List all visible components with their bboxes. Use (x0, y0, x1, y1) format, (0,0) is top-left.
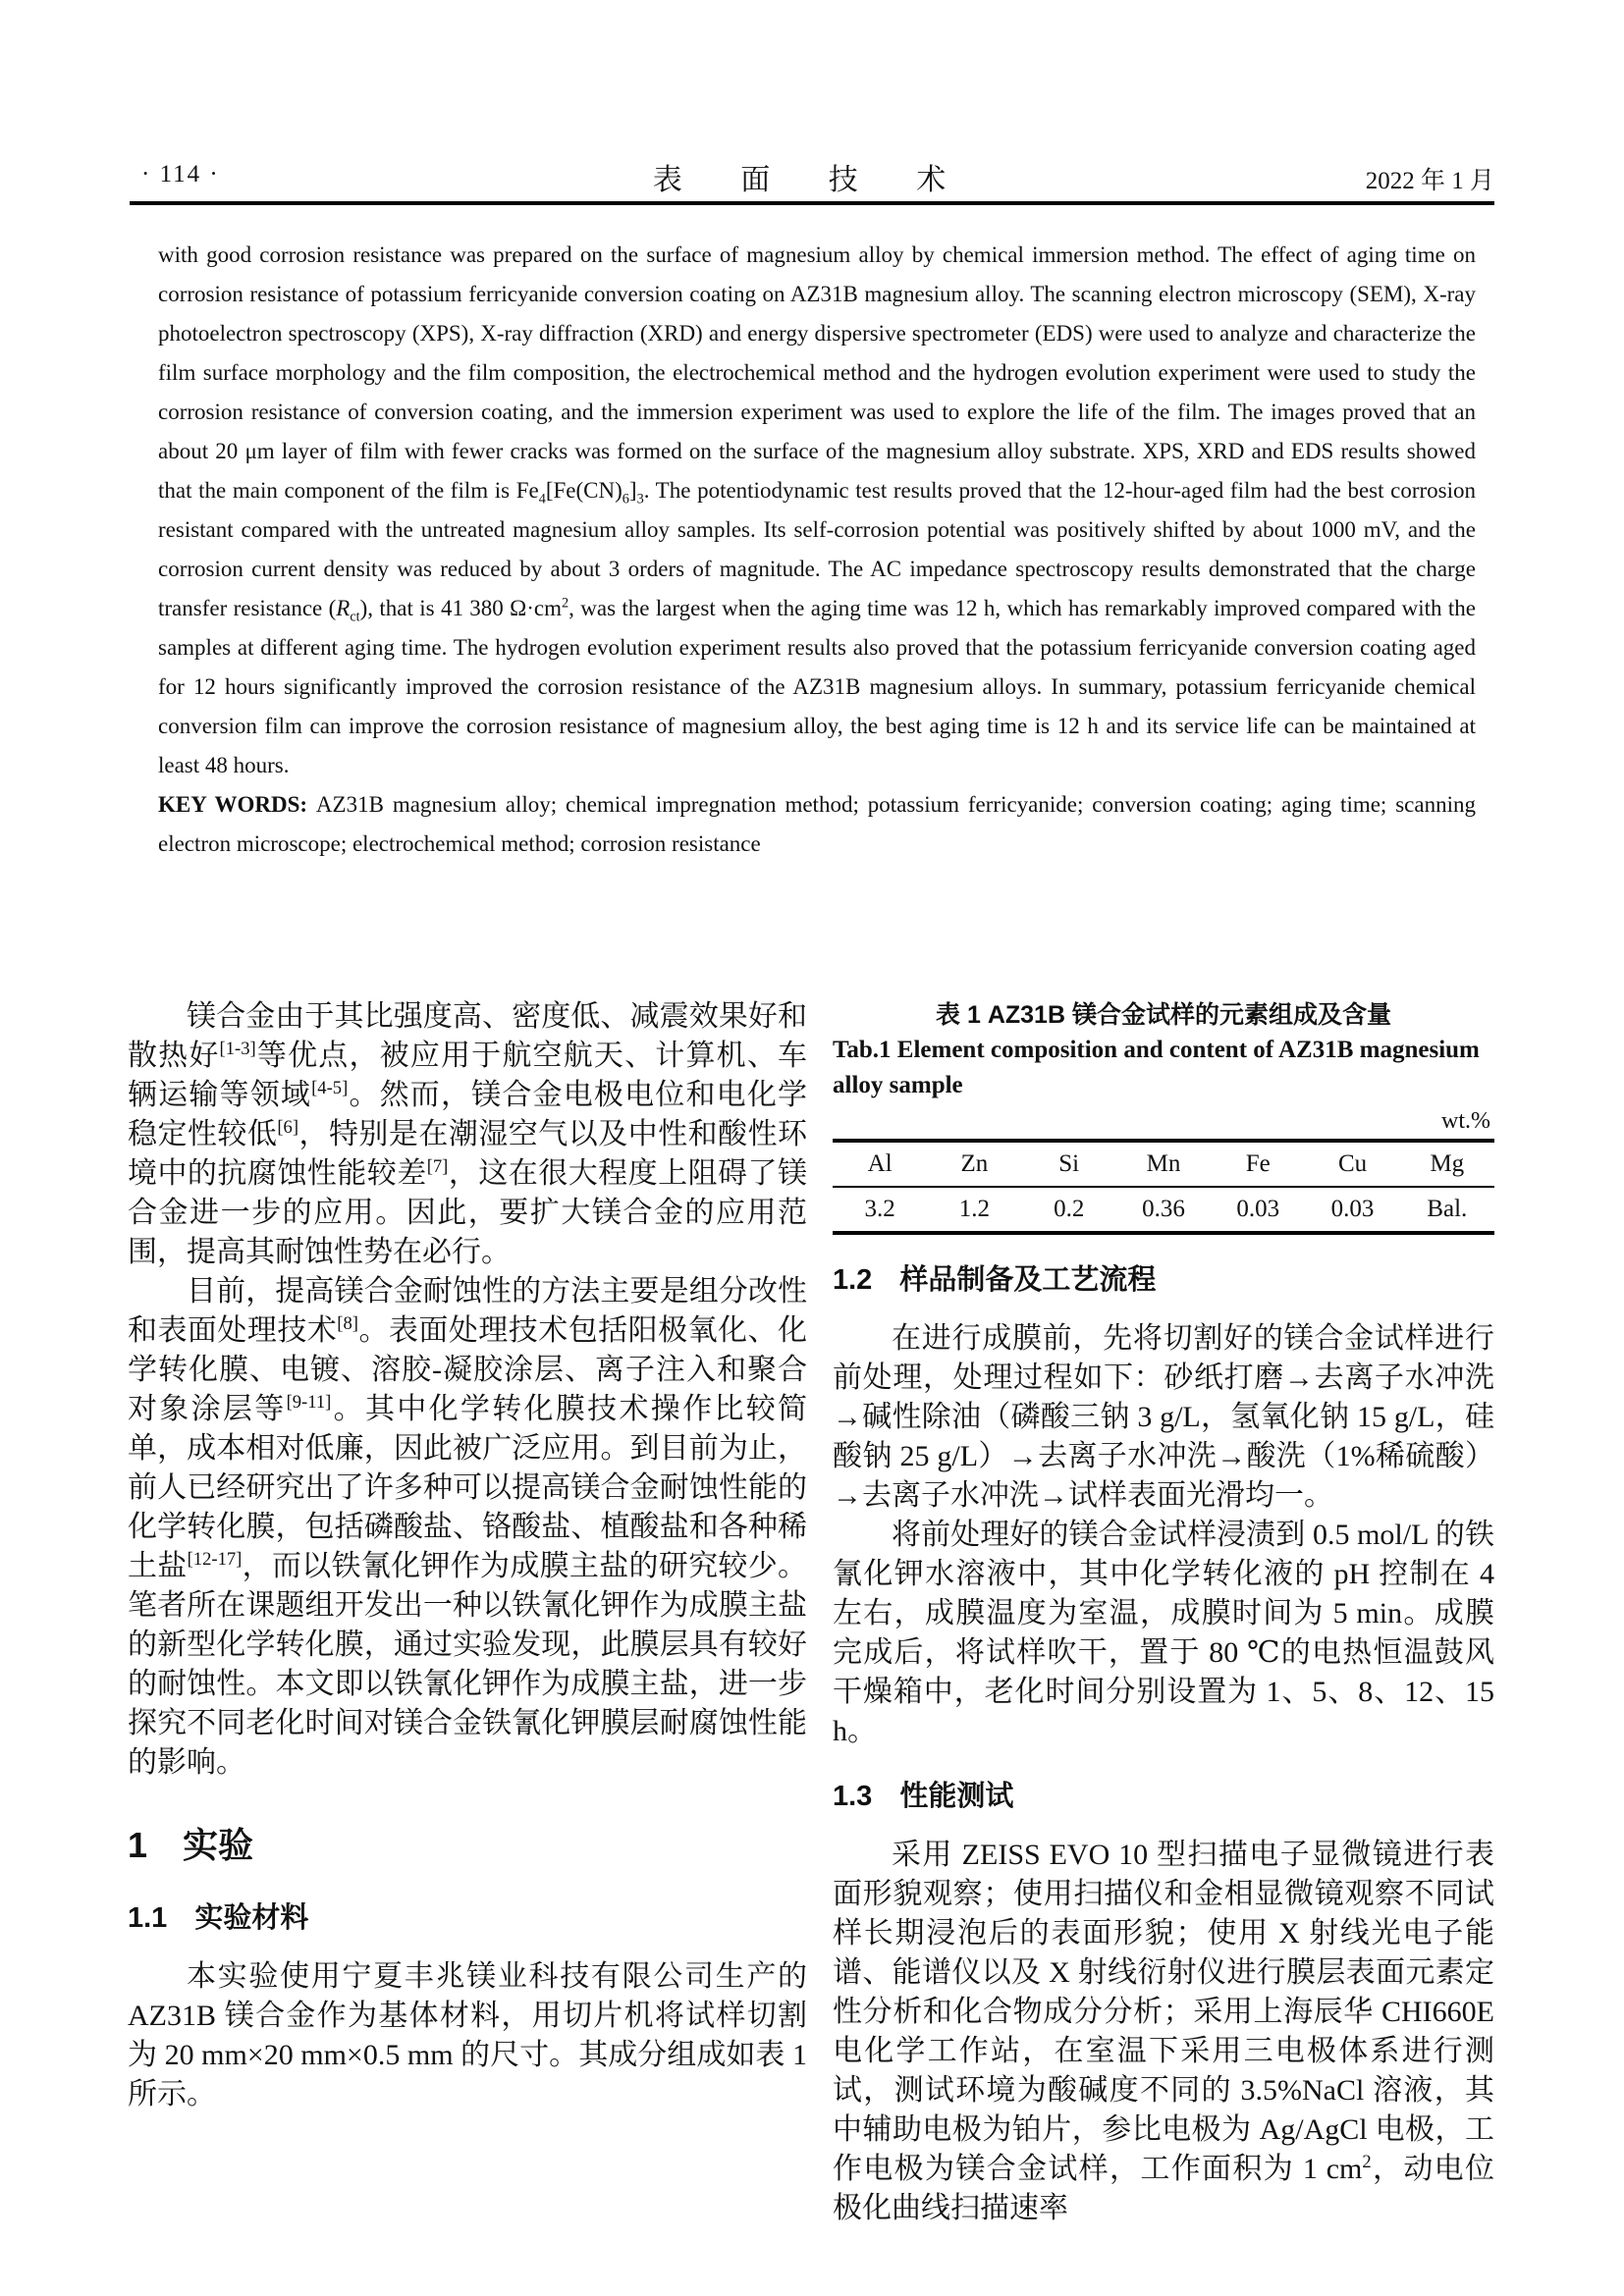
running-head (130, 155, 1494, 196)
table-cell: Zn (960, 1150, 989, 1177)
section-number: 1 (128, 1825, 148, 1865)
section-1-2-heading (833, 1260, 1494, 1300)
section-title: 实验材料 (194, 1902, 309, 1934)
keywords-line: KEY WORDS: AZ31B magnesium alloy; chemical impregnation method; potassium ferricyanide; conversion coating; aging time; scanning electron microscope; electrochemical method; corrosion resistance (158, 792, 1476, 856)
right-column (833, 997, 1494, 2228)
materials-paragraph: 本实验使用宁夏丰兆镁业科技有限公司生产的 AZ31B 镁合金作为基体材料，用切片机将试样切割为 20 mm×20 mm×0.5 mm 的尺寸。其成分组成如表 1 所示。 (128, 1960, 807, 2110)
table1 (833, 1139, 1494, 1235)
table-cell: 0.03 (1236, 1196, 1280, 1222)
table-cell: Mn (1146, 1150, 1181, 1177)
preparation-paragraph-2: 将前处理好的镁合金试样浸渍到 0.5 mol/L 的铁氰化钾水溶液中，其中化学转化液的 pH 控制在 4 左右，成膜温度为室温，成膜时间为 5 min。成膜完成后，将试样吹干，置于 80 ℃的电热恒温鼓风干燥箱中，老化时间分别设置为 1、5、8、12、15 h。 (833, 1519, 1494, 1747)
table-cell: Cu (1337, 1150, 1368, 1177)
left-column (128, 997, 807, 2114)
table1-caption-en: Tab.1 Element composition and content of AZ31B magnesium alloy sample (833, 1037, 1480, 1098)
issue-date: 2022 年 1 月 (1365, 168, 1494, 194)
table1-value-row (833, 1188, 1494, 1231)
table1-header-row (833, 1143, 1494, 1188)
intro-paragraph-1: 镁合金由于其比强度高、密度低、减震效果好和散热好[1-3]等优点，被应用于航空航天、计算机、车辆运输等领域[4-5]。然而，镁合金电极电位和电化学稳定性较低[6]，特别是在潮湿空气以及中性和酸性环境中的抗腐蚀性能较差[7]，这在很大程度上阻碍了镁合金进一步的应用。因此，要扩大镁合金的应用范围，提高其耐蚀性势在必行。 (128, 1000, 807, 1268)
section-title: 性能测试 (899, 1781, 1014, 1812)
table1-caption-cn: 表 1 AZ31B 镁合金试样的元素组成及含量 (936, 1001, 1391, 1029)
section-title: 实验 (183, 1825, 254, 1865)
table-cell: Si (1058, 1150, 1080, 1177)
section-number: 1.1 (128, 1902, 168, 1934)
section-title: 样品制备及工艺流程 (899, 1264, 1157, 1296)
table-cell: 3.2 (864, 1196, 895, 1222)
section-1-3-heading (833, 1777, 1494, 1816)
section-number: 1.3 (833, 1781, 873, 1812)
abstract-block (158, 236, 1476, 864)
page-number: · 114 · (141, 161, 220, 187)
table1-unit: wt.% (1441, 1108, 1490, 1134)
intro-paragraph-2: 目前，提高镁合金耐蚀性的方法主要是组分改性和表面处理技术[8]。表面处理技术包括阳极氧化、化学转化膜、电镀、溶胶-凝胶涂层、离子注入和聚合对象涂层等[9-11]。其中化学转化膜技术操作比较简单，成本相对低廉，因此被广泛应用。到目前为止，前人已经研究出了许多种可以提高镁合金耐蚀性能的化学转化膜，包括磷酸盐、铬酸盐、植酸盐和各种稀土盐[12-17]，而以铁氰化钾作为成膜主盐的研究较少。笔者所在课题组开发出一种以铁氰化钾作为成膜主盐的新型化学转化膜，通过实验发现，此膜层具有较好的耐蚀性。本文即以铁氰化钾作为成膜主盐，进一步探究不同老化时间对镁合金铁氰化钾膜层耐腐蚀性能的影响。 (128, 1275, 808, 1779)
section-1-1-heading (128, 1898, 807, 1938)
table-cell: 1.2 (958, 1196, 991, 1222)
header-rule (130, 201, 1494, 205)
preparation-paragraph-1: 在进行成膜前，先将切割好的镁合金试样进行前处理，处理过程如下：砂纸打磨→去离子水冲洗→碱性除油（磷酸三钠 3 g/L，氢氧化钠 15 g/L，硅酸钠 25 g/L）→去离子水冲洗→酸洗（1%稀硫酸）→去离子水冲洗→试样表面光滑均一。 (833, 1322, 1494, 1512)
table-cell: Fe (1245, 1150, 1271, 1177)
section-number: 1.2 (833, 1264, 873, 1296)
table-cell: Bal. (1427, 1196, 1468, 1222)
table-cell: Mg (1430, 1150, 1465, 1177)
journal-title: 表 面 技 术 (652, 164, 972, 196)
table-cell: Al (867, 1150, 893, 1177)
table-cell: 0.36 (1142, 1196, 1185, 1222)
section-1-heading (128, 1822, 807, 1869)
testing-paragraph: 采用 ZEISS EVO 10 型扫描电子显微镜进行表面形貌观察；使用扫描仪和金相显微镜观察不同试样长期浸泡后的表面形貌；使用 X 射线光电子能谱、能谱仪以及 X 射线衍射仪进行膜层表面元素定性分析和化合物成分分析；采用上海辰华 CHI660E 电化学工作站，在室温下采用三电极体系进行测试，测试环境为酸碱度不同的 3.5%NaCl 溶液，其中辅助电极为铂片，参比电极为 Ag/AgCl 电极，工作电极为镁合金试样，工作面积为 1 $cm^2$，动电位极化曲线扫描速率 (833, 1839, 1494, 2224)
table-cell: 0.2 (1054, 1196, 1085, 1222)
table-cell: 0.03 (1330, 1196, 1375, 1222)
abstract-text: with good corrosion resistance was prepared on the surface of magnesium alloy by chemical immersion method. The effect of aging time on corrosion resistance of potassium ferricyanide conversion coating on AZ31B magnesium alloy. The scanning electron microscopy (SEM), X-ray photoelectron spectroscopy (XPS), X-ray diffraction (XRD) and energy dispersive spectrometer (EDS) were used to analyze and characterize the film surface morphology and the film composition, the electrochemical method and the hydrogen evolution experiment were used to study the corrosion resistance of conversion coating, and the immersion experiment was used to explore the life of the film. The images proved that an about 20 μm layer of film with fewer cracks was formed on the surface of the magnesium alloy substrate. XPS, XRD and EDS results showed that the main component of the film is $Fe_4[Fe(CN)_6]_3$. The potentiodynamic test results proved that the 12-hour-aged film had the best corrosion resistant compared with the untreated magnesium alloy samples. Its self-corrosion potential was positively shifted by about 1000 mV, and the corrosion current density was reduced by about 3 orders of magnitude. The AC impedance spectroscopy results demonstrated that the charge transfer resistance $(R_{ct})$, that is 41 380 $\Omega\cdot cm^2$, was the largest when the aging time was 12 h, which has remarkably improved compared with the samples at different aging time. The hydrogen evolution experiment results also proved that the potassium ferricyanide conversion coating aged for 12 hours significantly improved the corrosion resistance of the AZ31B magnesium alloys. In summary, potassium ferricyanide chemical conversion film can improve the corrosion resistance of magnesium alloy, the best aging time is 12 h and its service life can be maintained at least 48 hours. (158, 242, 1476, 777)
